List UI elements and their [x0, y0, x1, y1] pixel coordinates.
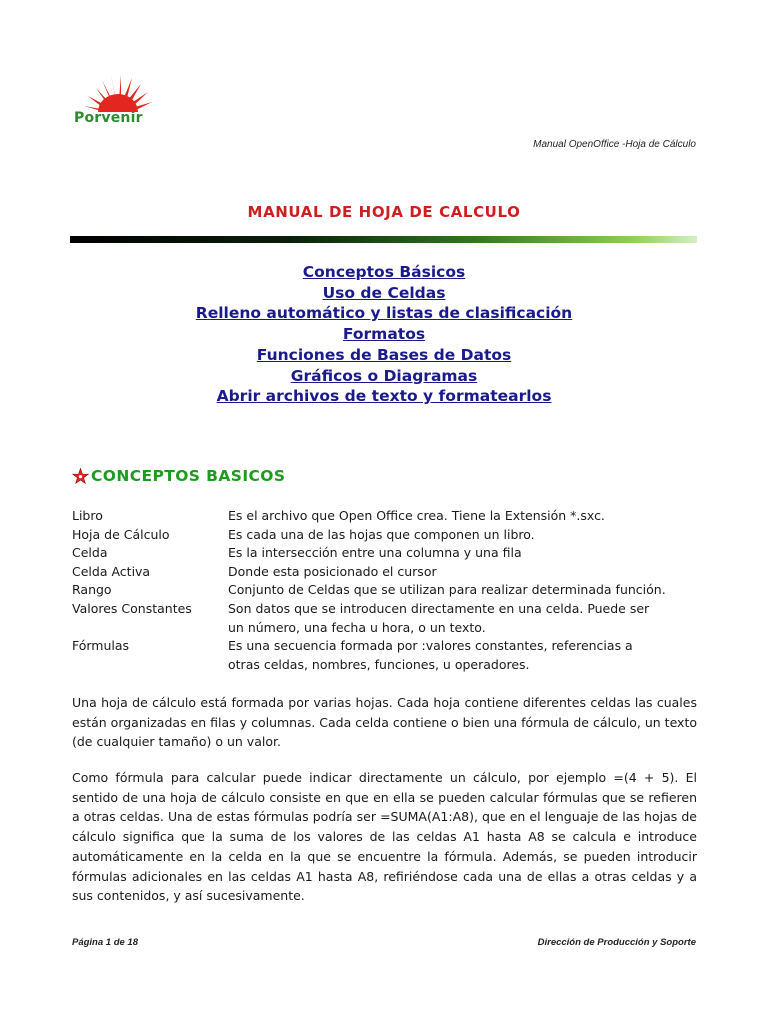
porvenir-logo: [72, 74, 164, 134]
definition-row: [72, 581, 702, 600]
page-title: MANUAL DE HOJA DE CALCULO: [247, 203, 521, 221]
definition-term: Rango: [72, 582, 112, 598]
definition-row: [72, 544, 702, 563]
definition-row: [72, 637, 702, 674]
toc-link-formatos[interactable]: Formatos: [342, 325, 426, 344]
header-doc-label: Manual OpenOffice -Hoja de Cálculo: [533, 139, 696, 150]
page-footer: [72, 937, 696, 948]
footer-department: Dirección de Producción y Soporte: [537, 937, 696, 948]
logo-text: Porvenir: [74, 110, 143, 126]
definition-term: Hoja de Cálculo: [72, 526, 170, 542]
toc-link-relleno-automatico[interactable]: Relleno automático y listas de clasificación: [195, 304, 573, 323]
definition-desc: Es el archivo que Open Office crea. Tiene la Extensión *.sxc.: [228, 508, 605, 523]
paragraph-intro: Una hoja de cálculo está formada por varias hojas. Cada hoja contiene diferentes celdas las cuales están organizadas en filas y columnas. Cada celda contiene o bien una fórmula de cálculo, un texto (de cualquier tamaño) o un valor.: [72, 695, 697, 750]
section-heading: [72, 467, 285, 485]
definition-desc: Es cada una de las hojas que componen un libro.: [228, 526, 535, 542]
definition-desc: Es la intersección entre una columna y una fila: [228, 545, 522, 561]
definition-row: [72, 600, 702, 637]
definition-row: [72, 507, 702, 526]
toc-link-conceptos-basicos[interactable]: Conceptos Básicos: [302, 263, 466, 281]
definition-term: Valores Constantes: [72, 600, 192, 616]
toc-link-uso-de-celdas[interactable]: Uso de Celdas: [322, 283, 446, 302]
sun-logo-icon: [72, 74, 164, 114]
definition-term: Libro: [72, 508, 103, 523]
title-divider: [70, 236, 697, 243]
definition-row: [72, 563, 702, 582]
toc-link-graficos[interactable]: Gráficos o Diagramas: [290, 366, 478, 385]
definition-term: Celda: [72, 545, 108, 561]
toc-link-abrir-archivos[interactable]: Abrir archivos de texto y formatearlos: [216, 387, 552, 406]
definition-desc: Donde esta posicionado el cursor: [228, 563, 437, 579]
star-bullet-icon: [72, 468, 89, 485]
section-heading-text: CONCEPTOS BASICOS: [91, 467, 286, 485]
page-number: Página 1 de 18: [72, 937, 139, 948]
definition-term: Fórmulas: [72, 638, 130, 654]
definitions-list: [72, 507, 702, 674]
definition-term: Celda Activa: [72, 563, 151, 579]
definition-desc: Conjunto de Celdas que se utilizan para realizar determinada función.: [228, 582, 666, 598]
table-of-contents: [0, 262, 768, 407]
definition-desc: Es una secuencia formada por :valores constantes, referencias a otras celdas, nombres, funciones, u operadores.: [228, 638, 633, 672]
paragraph-formulas: Como fórmula para calcular puede indicar directamente un cálculo, por ejemplo =(4 + 5). El sentido de una hoja de cálculo consiste en que en ella se pueden calcular fórmulas que se refieren a otras celdas. Una de estas fórmulas podría ser =SUMA(A1:A8), que en el lenguaje de las hojas de cálculo significa que la suma de los valores de las celdas A1 hasta A8 se calcula e introduce automáticamente en la celda en la que se encuentre la fórmula. Además, se pueden introducir fórmulas adicionales en las celdas A1 hasta A8, refiriéndose cada una de ellas a otras celdas y a sus contenidos, y así sucesivamente.: [72, 770, 697, 904]
definition-desc: Son datos que se introducen directamente en una celda. Puede ser un número, una fecha u hora, o un texto.: [228, 600, 650, 635]
definition-row: [72, 526, 702, 545]
toc-link-funciones-bases-datos[interactable]: Funciones de Bases de Datos: [256, 345, 512, 364]
